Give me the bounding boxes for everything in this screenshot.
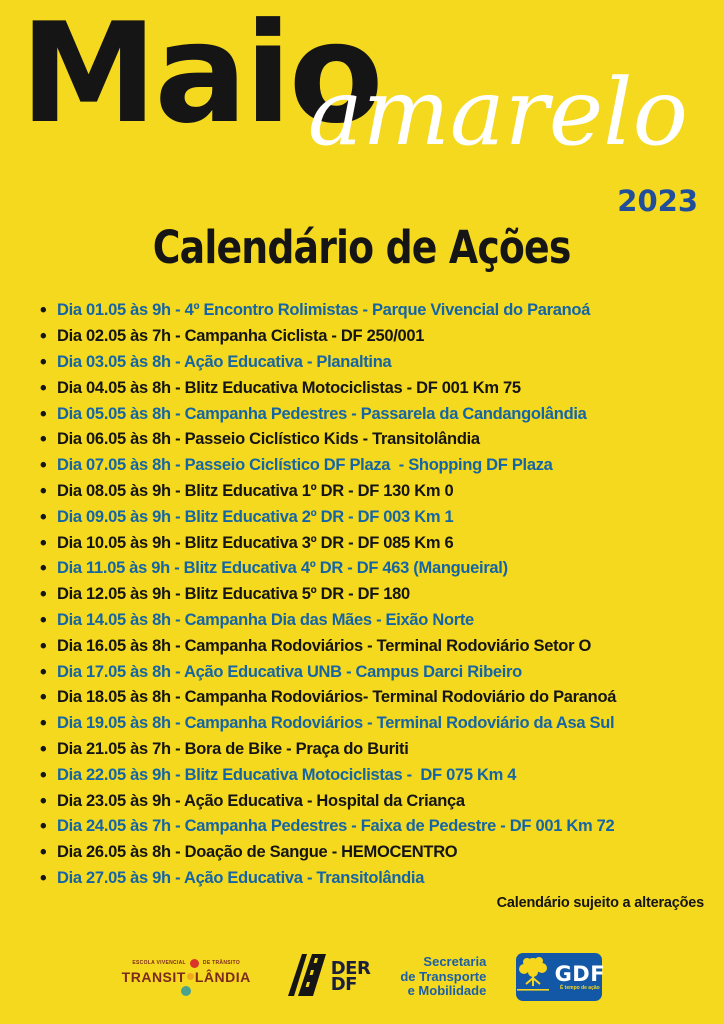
event-text: Dia 22.05 às 9h - Blitz Educativa Motociclistas - DF 075 Km 4 (57, 765, 517, 784)
bullet-icon: • (40, 377, 47, 399)
event-item (40, 685, 724, 711)
bullet-icon: • (40, 816, 47, 838)
event-text: Dia 27.05 às 9h - Ação Educativa - Transitolândia (57, 868, 425, 887)
event-text: Dia 10.05 às 9h - Blitz Educativa 3º DR - DF 085 Km 6 (57, 533, 454, 552)
event-text: Dia 23.05 às 9h - Ação Educativa - Hospital da Criança (57, 791, 465, 810)
event-item (40, 582, 724, 608)
traffic-light-green-icon (181, 986, 191, 996)
event-text: Dia 11.05 às 9h - Blitz Educativa 4º DR - DF 463 (Mangueiral) (57, 559, 508, 578)
bullet-icon: • (40, 351, 47, 373)
bullet-icon: • (40, 738, 47, 760)
heading-wrap (0, 221, 724, 274)
road-icon (281, 954, 327, 1001)
events-list (0, 298, 724, 891)
event-text: Dia 09.05 às 9h - Blitz Educativa 2º DR - DF 003 Km 1 (57, 507, 454, 526)
gdf-logo (516, 953, 606, 1001)
event-text: Dia 07.05 às 8h - Passeio Ciclístico DF Plaza - Shopping DF Plaza (57, 456, 553, 475)
bullet-icon: • (40, 764, 47, 786)
traffic-light-yellow-icon (187, 973, 194, 980)
event-item (40, 453, 724, 479)
bullet-icon: • (40, 635, 47, 657)
event-item (40, 401, 724, 427)
gdf-tagline: É tempo de ação (559, 984, 600, 991)
event-text: Dia 12.05 às 9h - Blitz Educativa 5º DR - DF 180 (57, 585, 410, 604)
event-text: Dia 17.05 às 8h - Ação Educativa UNB - Campus Darci Ribeiro (57, 662, 522, 681)
event-text: Dia 21.05 às 7h - Bora de Bike - Praça do Buriti (57, 739, 409, 758)
event-item (40, 479, 724, 505)
traffic-light-red-icon (190, 959, 199, 968)
event-text: Dia 03.05 às 8h - Ação Educativa - Planaltina (57, 352, 392, 371)
event-item (40, 737, 724, 763)
page-title: Calendário de Ações (153, 221, 571, 274)
bullet-icon: • (40, 429, 47, 451)
bullet-icon: • (40, 609, 47, 631)
campaign-year: 2023 (617, 184, 698, 218)
event-text: Dia 04.05 às 8h - Blitz Educativa Motociclistas - DF 001 Km 75 (57, 378, 521, 397)
bullet-icon: • (40, 842, 47, 864)
transitolandia-name-left: TRANSIT (121, 968, 186, 985)
der-df-name (330, 958, 371, 995)
bullet-icon: • (40, 532, 47, 554)
event-item (40, 840, 724, 866)
bullet-icon: • (40, 867, 47, 889)
event-item (40, 556, 724, 582)
event-item (40, 866, 724, 892)
event-item (40, 659, 724, 685)
event-text: Dia 02.05 às 7h - Campanha Ciclista - DF 250/001 (57, 327, 425, 346)
transitolandia-logo (122, 959, 251, 996)
event-item (40, 762, 724, 788)
transitolandia-name (122, 969, 251, 985)
event-text: Dia 01.05 às 9h - 4º Encontro Rolimistas - Parque Vivencial do Paranoá (57, 301, 591, 320)
secretaria-line3: e Mobilidade (407, 983, 487, 999)
bullet-icon: • (40, 300, 47, 322)
poster-header (0, 0, 724, 292)
event-item (40, 608, 724, 634)
transitolandia-tagline-right: DE TRÂNSITO (202, 960, 241, 966)
event-text: Dia 18.05 às 8h - Campanha Rodoviários- Terminal Rodoviário do Paranoá (57, 688, 617, 707)
bullet-icon: • (40, 661, 47, 683)
event-item (40, 350, 724, 376)
disclaimer-note: Calendário sujeito a alterações (496, 895, 704, 912)
bullet-icon: • (40, 558, 47, 580)
event-item (40, 633, 724, 659)
event-item (40, 427, 724, 453)
bullet-icon: • (40, 480, 47, 502)
secretaria-logo (400, 955, 486, 1000)
transitolandia-tagline-left: ESCOLA VIVENCIAL (132, 960, 186, 966)
event-item (40, 530, 724, 556)
event-text: Dia 16.05 às 8h - Campanha Rodoviários - Terminal Rodoviário Setor O (57, 636, 592, 655)
campaign-subtitle: amarelo (307, 59, 688, 166)
campaign-title: Maio (20, 0, 381, 154)
gdf-name: GDF (554, 961, 606, 986)
bullet-icon: • (40, 790, 47, 812)
bullet-icon: • (40, 506, 47, 528)
event-text: Dia 19.05 às 8h - Campanha Rodoviários - Terminal Rodoviário da Asa Sul (57, 714, 615, 733)
secretaria-line2: de Transporte (400, 968, 487, 984)
event-item (40, 814, 724, 840)
bullet-icon: • (40, 584, 47, 606)
secretaria-line1: Secretaria (423, 953, 487, 969)
bullet-icon: • (40, 326, 47, 348)
der-df-logo (281, 954, 371, 1001)
bullet-icon: • (40, 687, 47, 709)
event-item (40, 298, 724, 324)
event-text: Dia 14.05 às 8h - Campanha Dia das Mães - Eixão Norte (57, 610, 474, 629)
event-item (40, 788, 724, 814)
transitolandia-tagline (132, 959, 240, 968)
event-item (40, 504, 724, 530)
event-text: Dia 05.05 às 8h - Campanha Pedestres - Passarela da Candangolândia (57, 404, 587, 423)
footer-logos (0, 948, 724, 1006)
event-text: Dia 08.05 às 9h - Blitz Educativa 1º DR - DF 130 Km 0 (57, 481, 454, 500)
event-text: Dia 06.05 às 8h - Passeio Ciclístico Kids - Transitolândia (57, 430, 480, 449)
bullet-icon: • (40, 455, 47, 477)
der-df-line1: DER (330, 958, 371, 980)
event-text: Dia 24.05 às 7h - Campanha Pedestres - Faixa de Pedestre - DF 001 Km 72 (57, 817, 615, 836)
event-item (40, 375, 724, 401)
transitolandia-name-right: LÂNDIA (194, 968, 251, 985)
event-item (40, 324, 724, 350)
der-df-line2: DF (330, 974, 357, 995)
bullet-icon: • (40, 713, 47, 735)
bullet-icon: • (40, 403, 47, 425)
event-text: Dia 26.05 às 8h - Doação de Sangue - HEMOCENTRO (57, 843, 458, 862)
ipe-tree-icon (514, 955, 552, 1000)
gdf-text-block (554, 961, 606, 991)
event-item (40, 711, 724, 737)
